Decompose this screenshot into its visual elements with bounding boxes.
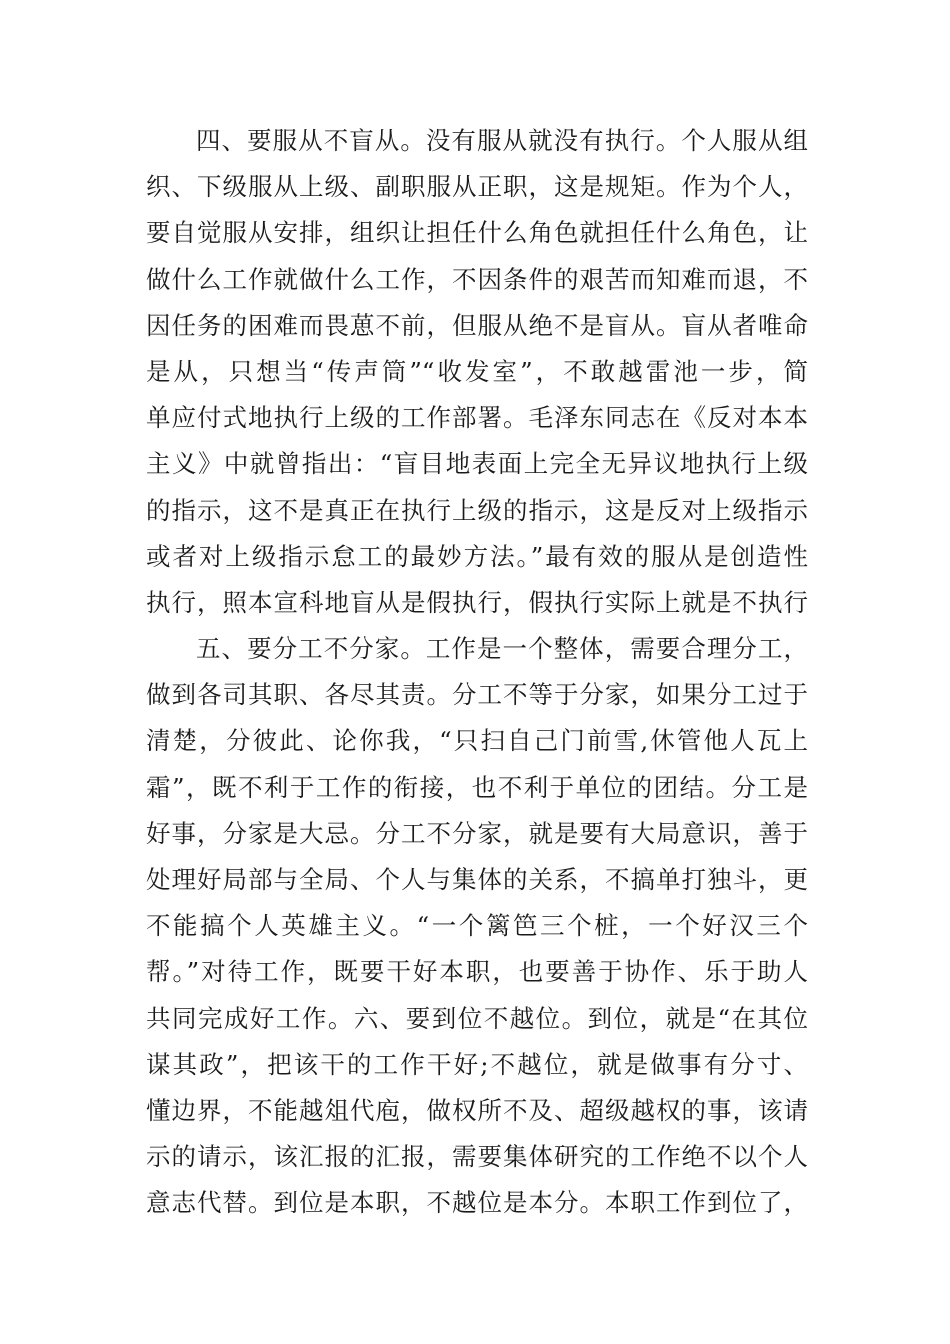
text-line: 织、下级服从上级、副职服从正职，这是规矩。作为个人， — [146, 172, 808, 202]
text-line: 做什么工作就做什么工作，不因条件的艰苦而知难而退，不 — [146, 264, 808, 294]
text-line: 霜”，既不利于工作的衔接，也不利于单位的团结。分工是 — [146, 772, 808, 802]
text-line: 不能搞个人英雄主义。“一个篱笆三个桩，一个好汉三个 — [146, 911, 808, 941]
text-line: 清楚，分彼此、论你我，“只扫自己门前雪,休管他人瓦上 — [146, 726, 808, 756]
text-line: 是从，只想当“传声筒”“收发室”，不敢越雷池一步，简 — [146, 356, 808, 386]
text-line: 单应付式地执行上级的工作部署。毛泽东同志在《反对本本 — [146, 403, 808, 433]
text-line: 或者对上级指示怠工的最妙方法。”最有效的服从是创造性 — [146, 541, 808, 571]
text-line: 意志代替。到位是本职，不越位是本分。本职工作到位了， — [146, 1188, 808, 1218]
text-line: 谋其政”，把该干的工作干好;不越位，就是做事有分寸、 — [146, 1049, 808, 1079]
text-line: 的指示，这不是真正在执行上级的指示，这是反对上级指示 — [146, 495, 808, 525]
text-line: 示的请示，该汇报的汇报，需要集体研究的工作绝不以个人 — [146, 1142, 808, 1172]
text-line: 执行，照本宣科地盲从是假执行，假执行实际上就是不执行 — [146, 587, 808, 617]
text-line: 帮。”对待工作，既要干好本职，也要善于协作、乐于助人 — [146, 957, 808, 987]
text-line: 处理好局部与全局、个人与集体的关系，不搞单打独斗，更 — [146, 865, 808, 894]
text-line: 四、要服从不盲从。没有服从就没有执行。个人服从组 — [196, 126, 808, 155]
text-line: 共同完成好工作。六、要到位不越位。到位，就是“在其位 — [146, 1003, 808, 1033]
text-line: 做到各司其职、各尽其责。分工不等于分家，如果分工过于 — [146, 680, 808, 710]
text-line: 要自觉服从安排，组织让担任什么角色就担任什么角色，让 — [146, 218, 808, 248]
text-line: 五、要分工不分家。工作是一个整体，需要合理分工， — [196, 634, 808, 664]
text-line: 好事，分家是大忌。分工不分家，就是要有大局意识，善于 — [146, 818, 808, 848]
text-line: 因任务的困难而畏葸不前，但服从绝不是盲从。盲从者唯命 — [146, 310, 808, 340]
text-line: 主义》中就曾指出：“盲目地表面上完全无异议地执行上级 — [146, 449, 808, 479]
document-body — [146, 118, 808, 1227]
text-line: 懂边界，不能越俎代庖，做权所不及、超级越权的事，该请 — [146, 1095, 808, 1125]
